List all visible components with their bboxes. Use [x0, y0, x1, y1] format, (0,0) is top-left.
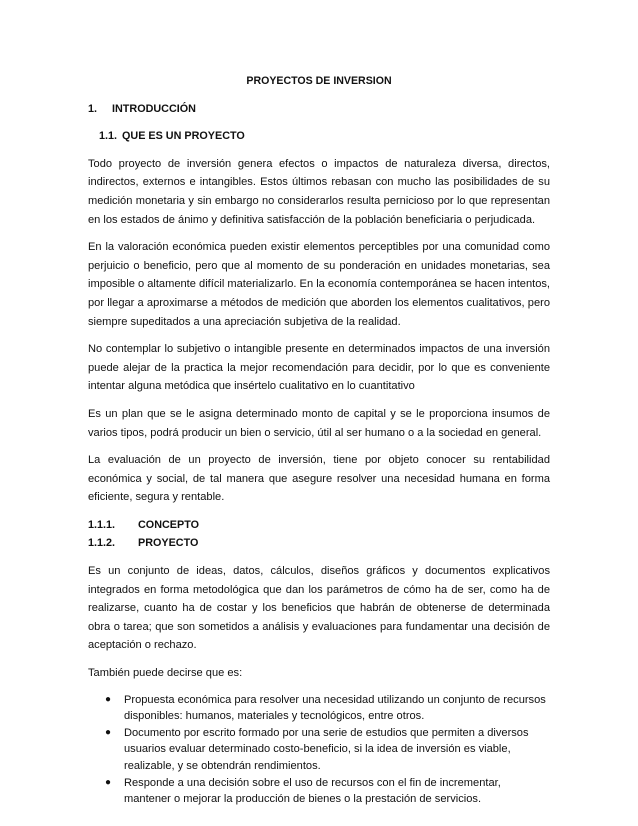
heading-label: QUE ES UN PROYECTO [122, 130, 245, 143]
bullet-icon: ● [105, 693, 112, 705]
heading-number: 1.1. [99, 130, 118, 143]
heading-number: 1.1.1. [88, 518, 116, 531]
subheading-group [88, 516, 550, 553]
document-page [88, 72, 550, 808]
paragraph: En la valoración económica pueden existir elementos perceptibles por una comunidad como perjuicio o beneficio, pero que al momento de su ponderación en unidades monetarias, sea imposible o altamente difícil materializarlo. En la economía contemporánea se hacen intentos, por llegar a aproximarse a métodos de medición que aborden los elementos cualitativos, pero siempre supeditados a una apreciación subjetiva de la realidad. [88, 241, 550, 328]
heading-number: 1. [88, 102, 98, 115]
list-item [88, 725, 550, 775]
bullet-icon: ● [105, 776, 112, 788]
heading-label: INTRODUCCIÓN [112, 102, 196, 115]
heading-label: CONCEPTO [138, 518, 199, 531]
bullet-icon: ● [105, 726, 112, 738]
paragraph: No contemplar lo subjetivo o intangible presente en determinados impactos de una inversión puede alejar de la practica la mejor recomendación para decidir, por lo que es conveniente intentar alguna metódica que insértelo cualitativo en lo cuantitativo [88, 343, 550, 393]
document-title: PROYECTOS DE INVERSION [246, 75, 392, 87]
heading-label: PROYECTO [138, 537, 199, 550]
list-item [88, 692, 550, 725]
heading-proyecto [88, 534, 550, 553]
paragraph: También puede decirse que es: [88, 667, 243, 680]
paragraph: La evaluación de un proyecto de inversión, tiene por objeto conocer su rentabilidad económica y social, de tal manera que asegure resolver una necesidad humana en forma eficiente, segura y rentable. [88, 454, 550, 504]
list-item-text: Responde a una decisión sobre el uso de recursos con el fin de incrementar, mantener o mejorar la producción de bienes o la prestación de servicios. [124, 776, 501, 806]
paragraph: Es un plan que se le asigna determinado monto de capital y se le proporciona insumos de varios tipos, podrá producir un bien o servicio, útil al ser humano o a la sociedad en general. [88, 407, 550, 439]
list-item [88, 775, 550, 808]
heading-number: 1.1.2. [88, 537, 116, 550]
list-item-text: Propuesta económica para resolver una necesidad utilizando un conjunto de recursos disponibles: humanos, materiales y tecnológicos, entre otros. [124, 693, 546, 723]
bullet-list [88, 692, 550, 808]
heading-que-es-un-proyecto [99, 127, 550, 146]
paragraph: Todo proyecto de inversión genera efectos o impactos de naturaleza diversa, directos, indirectos, externos e intangibles. Estos últimos rebasan con mucho las posibilidades de su medición monetaria y sin embargo no considerarlos resulta pernicioso por lo que representan en los estados de ánimo y definitiva satisfacción de la población beneficiaria o perjudicada. [88, 157, 550, 226]
paragraph: Es un conjunto de ideas, datos, cálculos, diseños gráficos y documentos explicativos integrados en forma metodológica que dan los parámetros de cómo ha de ser, como ha de realizarse, cuanto ha de costar y los beneficios que habrán de obtenerse de determinada obra o tarea; que son sometidos a análisis y evaluaciones para fundamentar una decisión de aceptación o rechazo. [88, 565, 550, 652]
heading-concepto [88, 516, 550, 535]
heading-introduccion [88, 100, 550, 119]
list-item-text: Documento por escrito formado por una serie de estudios que permiten a diversos usuarios evaluar determinado costo-beneficio, si la idea de inversión es viable, realizable, y se obtendrán rendimientos. [124, 726, 529, 772]
